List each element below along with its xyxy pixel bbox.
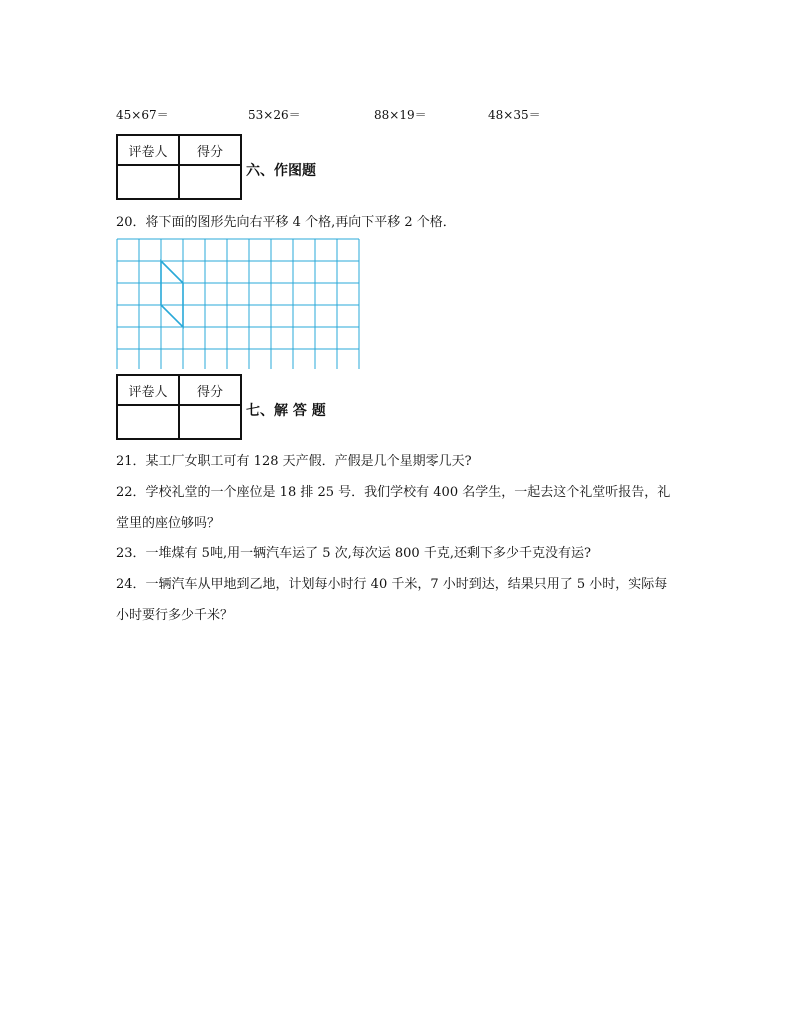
reviewer-label: 评卷人 [117,135,179,165]
parallelogram-shape [161,261,183,327]
section-7-title: 七、解 答 题 [246,403,326,419]
grid-svg [116,238,361,369]
score-cell[interactable] [179,165,241,199]
score-label: 得分 [179,375,241,405]
score-label: 得分 [179,135,241,165]
question-21: 21．某工厂女职工可有 128 天产假．产假是几个星期零几天? [116,454,472,469]
reviewer-label: 评卷人 [117,375,179,405]
section-6-title: 六、作图题 [246,163,316,179]
calc-item-4: 48×35＝ [488,108,541,122]
question-22-line-2: 堂里的座位够吗？ [116,516,221,531]
question-20: 20．将下面的图形先向右平移 4 个格,再向下平移 2 个格． [116,215,456,230]
score-table-7 [116,374,242,440]
question-23: 23．一堆煤有 5吨,用一辆汽车运了 5 次,每次运 800 千克,还剩下多少千克没有运? [116,546,591,561]
score-cell[interactable] [179,405,241,439]
calc-item-2: 53×26＝ [248,108,301,122]
translation-grid[interactable] [116,238,361,373]
score-table-6 [116,134,242,200]
calc-item-3: 88×19＝ [374,108,427,122]
question-24-line-2: 小时要行多少千米？ [116,608,234,623]
question-22-line-1: 22．学校礼堂的一个座位是 18 排 25 号．我们学校有 400 名学生，一起去这个礼堂听报告，礼 [116,485,671,500]
reviewer-cell[interactable] [117,165,179,199]
calc-item-1: 45×67＝ [116,108,169,122]
reviewer-cell[interactable] [117,405,179,439]
question-24-line-1: 24．一辆汽车从甲地到乙地，计划每小时行 40 千米，7 小时到达，结果只用了 5 小时，实际每 [116,577,668,592]
